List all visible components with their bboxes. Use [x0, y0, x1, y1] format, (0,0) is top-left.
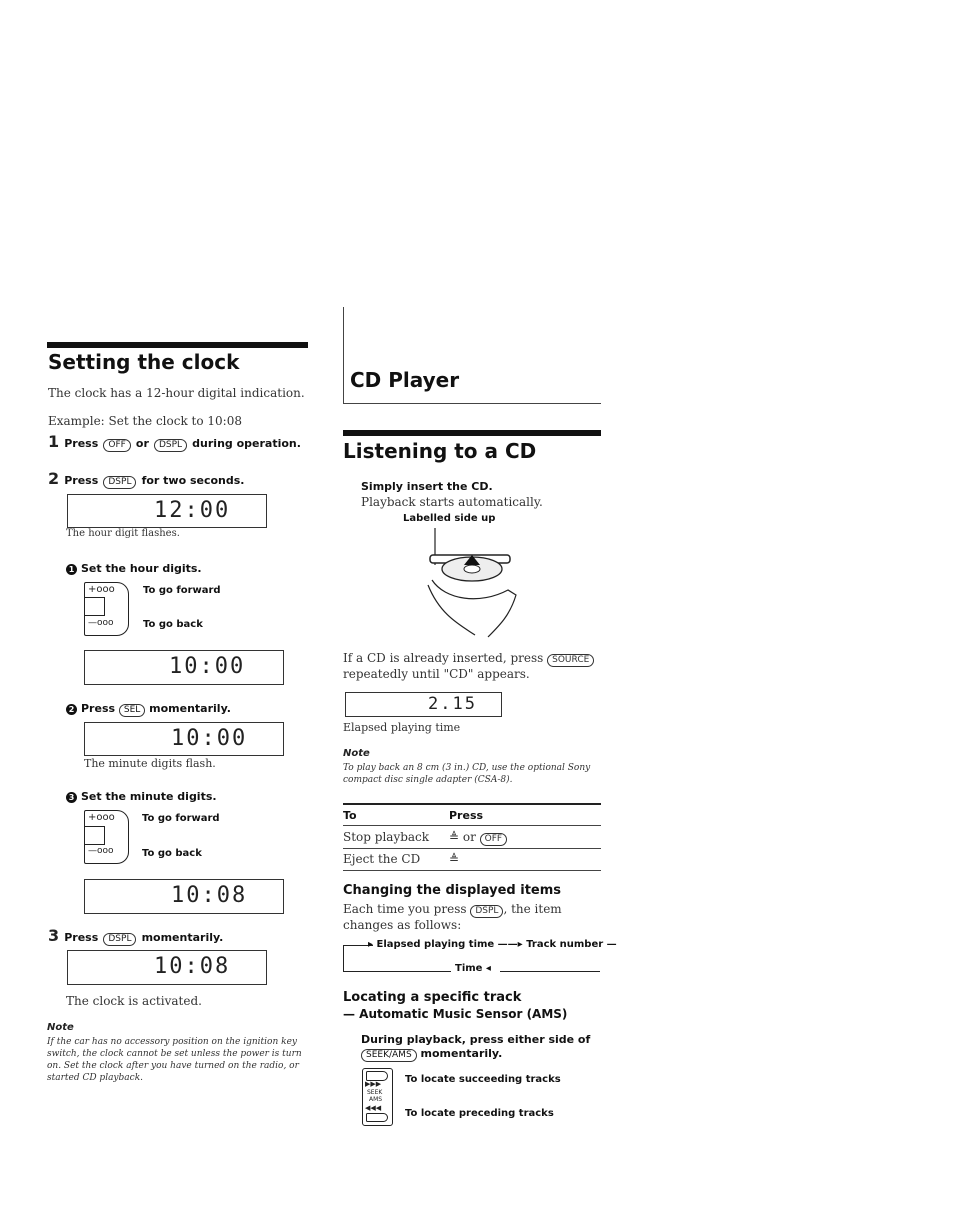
step-text: momentarily.	[141, 931, 224, 944]
table-top-rule	[343, 803, 601, 805]
sub-step-text: momentarily.	[149, 702, 231, 715]
setting-clock-title: Setting the clock	[48, 350, 240, 374]
step-2	[48, 469, 244, 489]
during-text: momentarily.	[420, 1047, 503, 1060]
note-text: If the car has no accessory position on the ignition key switch, the clock cannot be set unless the power is turn on. Set the clock after you have turned on the radio, or started CD playback.	[47, 1037, 302, 1083]
forward-caption: To go forward	[142, 813, 220, 824]
ams-label: AMS	[369, 1096, 383, 1103]
rocker-divider	[84, 826, 105, 845]
note-label: Note	[343, 748, 370, 759]
lcd-display	[84, 879, 284, 914]
flow-left-bar	[343, 945, 344, 972]
elapsed-caption: Elapsed playing time	[343, 721, 461, 734]
table-head-rule	[343, 825, 601, 826]
section-rule-left	[343, 307, 344, 403]
step-number: 3	[48, 926, 60, 945]
lcd-value: 10:08	[154, 954, 231, 979]
minus-key: —ooo	[88, 618, 114, 628]
circle-number: 1	[66, 564, 77, 575]
back-caption: To go back	[143, 619, 203, 630]
preceding-caption: To locate preceding tracks	[405, 1108, 554, 1119]
if-cd-text: If a CD is already inserted, press	[343, 651, 544, 665]
flow-bottom-line-right	[500, 971, 600, 972]
left-title-rule	[47, 342, 308, 348]
dspl-button: DSPL	[154, 439, 187, 452]
table-head-press: Press	[449, 809, 484, 822]
plus-key: +ooo	[88, 584, 115, 595]
lcd-display	[345, 692, 502, 717]
changing-text-part: Each time you press	[343, 902, 467, 916]
table-row	[449, 852, 459, 866]
lcd-display	[84, 722, 284, 756]
table-row-rule	[343, 848, 601, 849]
sub-step-2	[66, 702, 231, 717]
dspl-button: DSPL	[470, 905, 503, 918]
section-rule-bottom	[343, 403, 601, 404]
table-row	[449, 830, 507, 846]
cd-insert-illustration	[420, 525, 530, 640]
lcd-display	[67, 494, 267, 528]
clock-example: Example: Set the clock to 10:08	[48, 414, 242, 428]
lcd-value: 12:00	[154, 498, 231, 523]
during-playback	[361, 1033, 590, 1062]
step-text: Press	[64, 474, 99, 487]
flow-time: Time ◂	[455, 963, 491, 974]
sub-step-text: Press	[81, 702, 116, 715]
lcd-display	[84, 650, 284, 685]
seek-label: SEEK	[367, 1089, 383, 1096]
forward-caption: To go forward	[143, 585, 221, 596]
changing-title: Changing the displayed items	[343, 883, 562, 898]
step-text: for two seconds.	[141, 474, 245, 487]
sub-step-text: Set the minute digits.	[81, 790, 217, 803]
source-button: SOURCE	[547, 654, 594, 667]
step-text: or	[135, 437, 149, 450]
step-text: during operation.	[192, 437, 301, 450]
flow-elapsed-text: Elapsed playing time	[376, 939, 495, 950]
seek-minus-icon	[366, 1113, 388, 1122]
dspl-button: DSPL	[103, 476, 136, 489]
table-cell-to: Eject the CD	[343, 852, 421, 866]
note-text: To play back an 8 cm (3 in.) CD, use the optional Sony compact disc single adapter (CSA-8).	[343, 763, 591, 785]
during-text: During playback, press either side of	[361, 1033, 591, 1046]
cd-player-title: CD Player	[350, 368, 460, 392]
hour-flash-caption: The hour digit flashes.	[66, 528, 180, 539]
dspl-button: DSPL	[103, 933, 136, 946]
changing-text-part: , the item changes as follows:	[343, 902, 562, 932]
table-cell-to: Stop playback	[343, 830, 430, 844]
if-cd-inserted	[343, 651, 603, 681]
flow-elapsed: ▸ Elapsed playing time ——▸ Track number —	[368, 939, 617, 950]
sel-button: SEL	[119, 704, 145, 717]
circle-number: 2	[66, 704, 77, 715]
listening-title: Listening to a CD	[343, 439, 537, 463]
sub-step-1	[66, 562, 202, 575]
lcd-value: 10:00	[169, 654, 246, 679]
circle-number: 3	[66, 792, 77, 803]
table-cell-press: ≜ or	[449, 830, 476, 844]
off-button: OFF	[103, 439, 130, 452]
step-number: 1	[48, 432, 60, 451]
sub-step-text: Set the hour digits.	[81, 562, 202, 575]
locating-title: Locating a specific track	[343, 990, 522, 1005]
flow-track-text: Track number	[526, 939, 604, 950]
step-1	[48, 432, 301, 452]
clock-intro: The clock has a 12-hour digital indication.	[48, 386, 305, 400]
table-head-to: To	[343, 809, 357, 822]
succeeding-caption: To locate succeeding tracks	[405, 1074, 561, 1085]
step-text: Press	[64, 931, 99, 944]
if-cd-text: repeatedly until "CD" appears.	[343, 667, 530, 681]
simply-insert: Simply insert the CD.	[361, 480, 493, 493]
lcd-value: 2.15	[428, 694, 477, 714]
labelled-side-caption: Labelled side up	[403, 513, 496, 524]
lcd-value: 10:08	[171, 883, 248, 908]
changing-text	[343, 902, 603, 932]
table-bottom-rule	[343, 870, 601, 871]
rocker-divider	[84, 597, 105, 616]
minus-key: —ooo	[88, 846, 114, 856]
flow-time-text: Time	[455, 963, 483, 974]
lcd-value: 10:00	[171, 726, 248, 751]
locating-subtitle: — Automatic Music Sensor (AMS)	[343, 1007, 568, 1021]
flow-bottom-line-left	[343, 971, 451, 972]
step-text: Press	[64, 437, 99, 450]
playback-starts: Playback starts automatically.	[361, 495, 543, 509]
plus-key: +ooo	[88, 812, 115, 823]
note-label: Note	[47, 1022, 74, 1033]
table-cell-press: ≜	[449, 852, 460, 866]
off-button: OFF	[480, 833, 507, 846]
table-row	[343, 852, 420, 866]
step-number: 2	[48, 469, 60, 488]
seek-ams-button: SEEK/AMS	[361, 1049, 417, 1062]
right-title-rule	[343, 430, 601, 436]
minute-flash-caption: The minute digits flash.	[84, 757, 216, 770]
sub-step-3	[66, 790, 217, 803]
clock-activated: The clock is activated.	[66, 994, 202, 1008]
lcd-display	[67, 950, 267, 985]
seek-back-icon: ◀◀◀	[365, 1104, 382, 1112]
seek-forward-icon: ▶▶▶	[365, 1080, 382, 1088]
back-caption: To go back	[142, 848, 202, 859]
table-row	[343, 830, 429, 844]
step-3	[48, 926, 223, 946]
